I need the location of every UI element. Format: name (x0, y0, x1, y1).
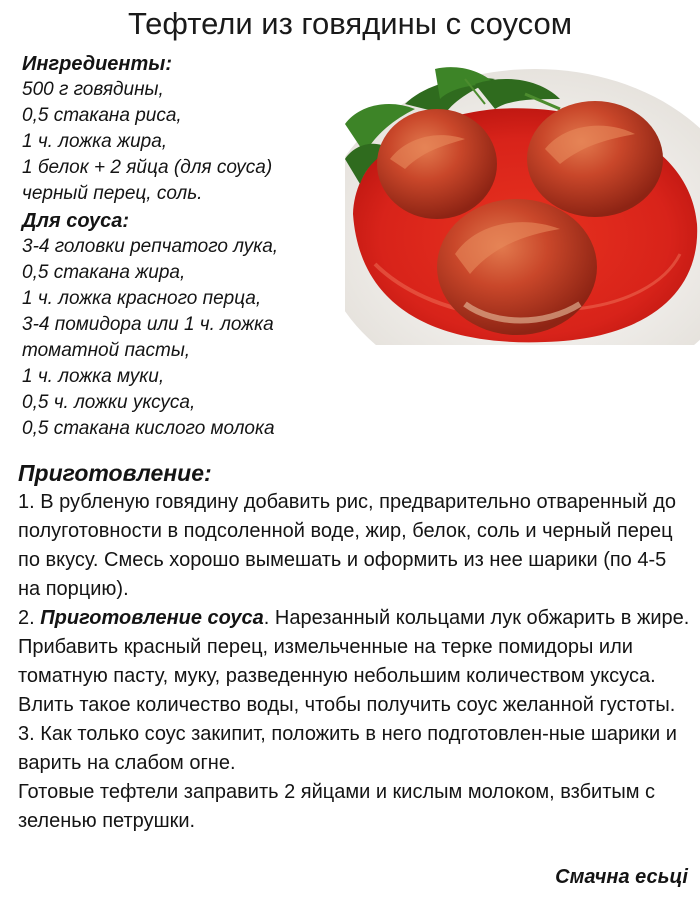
sauce-heading: Для соуса: (22, 209, 130, 232)
step-2-number: 2. (18, 607, 41, 629)
preparation-heading: Приготовление: (18, 460, 212, 486)
meatballs-illustration (345, 64, 700, 345)
sauce-item: томатной пасты, (22, 340, 191, 362)
meatballs-photo (345, 64, 700, 345)
step-1: 1. В рубленую говядину добавить рис, предварительно отваренный до полуготовности в подсоленной воде, жир, белок, соль и черный перец по вкусу. Смесь хорошо вымешать и оформить из нее шарики (по 4-5 на порцию). (18, 491, 677, 600)
recipe-title: Тефтели из говядины с соусом (127, 6, 573, 41)
meatball-right (527, 101, 663, 217)
ingredient-item: черный перец, соль. (22, 183, 203, 205)
ingredient-item: 1 белок + 2 яйца (для соуса) (22, 157, 273, 179)
ingredients-list (22, 51, 352, 442)
preparation-section (18, 460, 693, 836)
step-3: 3. Как только соус закипит, положить в него подготовлен-ные шарики и варить на слабом огне. (18, 723, 677, 774)
ingredient-item: 0,5 стакана риса, (22, 105, 182, 127)
meatball-left (377, 109, 497, 219)
signature: Смачна есьці (555, 866, 688, 888)
ingredient-item: 1 ч. ложка жира, (22, 131, 168, 153)
step-2-title: Приготовление соуса (40, 607, 264, 629)
sauce-item: 0,5 стакана жира, (22, 261, 186, 283)
sauce-item: 0,5 стакана кислого молока (22, 418, 275, 440)
ingredients-heading: Ингредиенты: (22, 53, 173, 75)
meatball-front (437, 199, 597, 335)
ingredient-item: 500 г говядины, (22, 79, 164, 101)
step-2 (18, 604, 693, 720)
final-step: Готовые тефтели заправить 2 яйцами и кислым молоком, взбитым с зеленью петрушки. (18, 781, 656, 832)
step-2-text: . Нарезанный кольцами лук обжарить в жире. Прибавить красный перец, измельченные на терке помидоры или томатную пасту, муку, разведенную небольшим количеством уксуса. Влить такое количество воды, чтобы получить соус желанной густоты. (18, 607, 690, 716)
sauce-item: 1 ч. ложка красного перца, (22, 287, 262, 309)
sauce-item: 3-4 головки репчатого лука, (22, 235, 279, 257)
sauce-item: 3-4 помидора или 1 ч. ложка (22, 313, 274, 335)
sauce-item: 1 ч. ложка муки, (22, 366, 165, 388)
sauce-item: 0,5 ч. ложки уксуса, (22, 392, 196, 414)
